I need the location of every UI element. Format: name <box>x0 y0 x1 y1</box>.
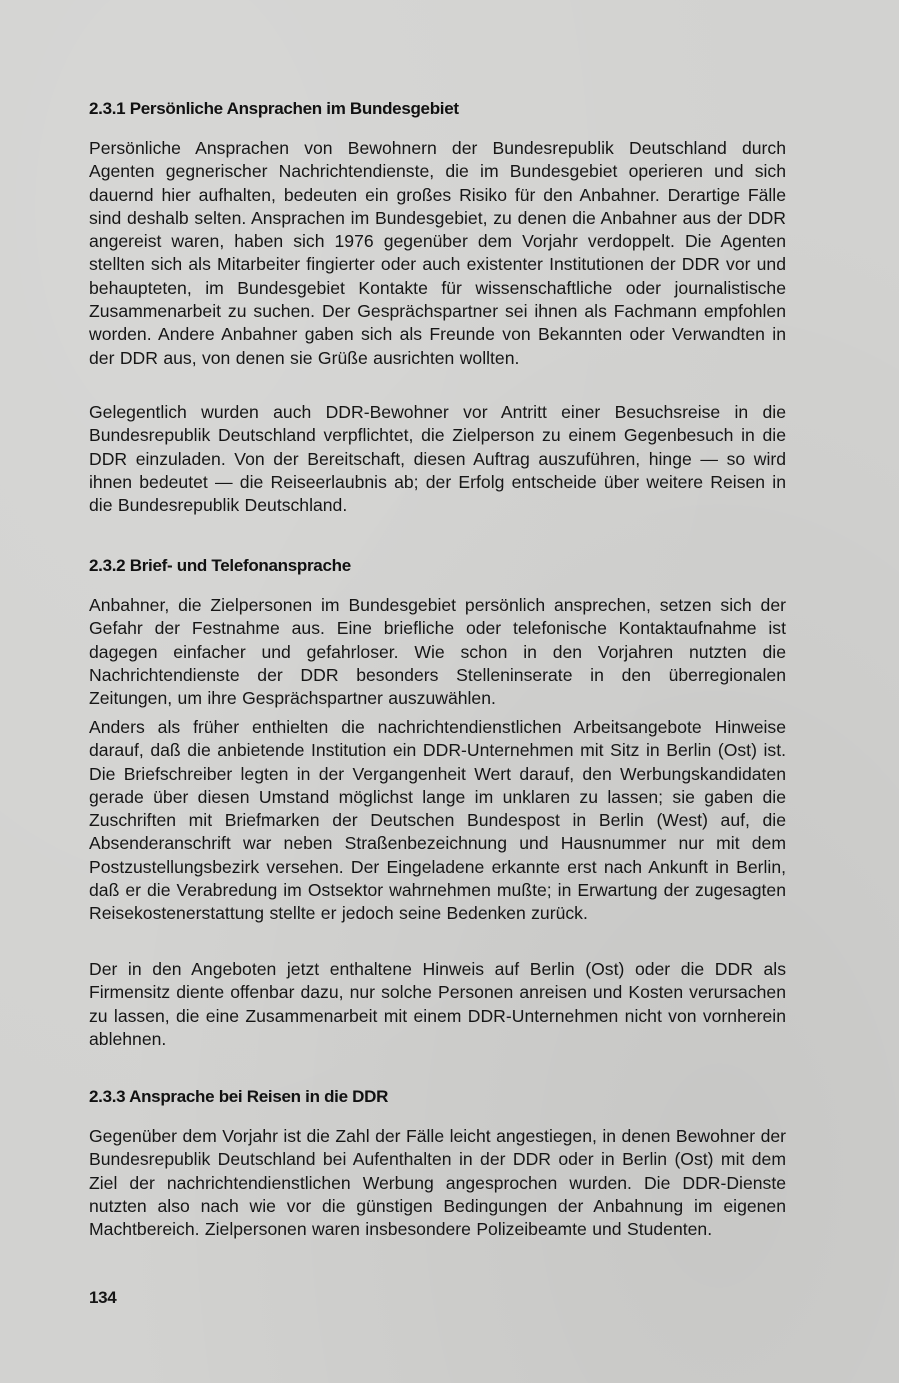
paragraph: Anbahner, die Zielpersonen im Bundesgebiet persönlich ansprechen, setzen sich der Gefahr der Festnahme aus. Eine briefliche oder telefonische Kontaktaufnahme ist dagegen einfacher und gefahrloser. Wie schon in den Vorjahren nutzten die Nachrichtendienste der DDR besonders Stelleninserate in den überregionalen Zeitungen, um ihre Gesprächspartner auszuwählen. <box>89 595 786 709</box>
paragraph: Gelegentlich wurden auch DDR-Bewohner vor Antritt einer Besuchsreise in die Bundesrepublik Deutschland verpflichtet, die Zielperson zu einem Gegenbesuch in die DDR einzuladen. Von der Bereitschaft, diesen Auftrag auszuführen, hinge — so wird ihnen bedeutet — die Reiseerlaubnis ab; der Erfolg entscheide über weitere Reisen in die Bundesrepublik Deutschland. <box>89 402 786 516</box>
paragraph: Gegenüber dem Vorjahr ist die Zahl der Fälle leicht angestiegen, in denen Bewohner der Bundesrepublik Deutschland bei Aufenthalten in der DDR oder in Berlin (Ost) mit dem Ziel der nachrichtendienstlichen Werbung angesprochen wurden. Die DDR-Dienste nutzten also nach wie vor die günstigen Bedingungen der Anbahnung im eigenen Machtbereich. Zielpersonen waren insbesondere Polizeibeamte und Studenten. <box>89 1126 786 1240</box>
section-heading-2-3-3: 2.3.3 Ansprache bei Reisen in die DDR <box>89 1087 389 1106</box>
paragraph: Der in den Angeboten jetzt enthaltene Hinweis auf Berlin (Ost) oder die DDR als Firmensitz diente offenbar dazu, nur solche Personen anreisen und Kosten verursachen zu lassen, die eine Zusammenarbeit mit einem DDR-Unternehmen nicht von vornherein ablehnen. <box>89 959 786 1049</box>
paragraph: Persönliche Ansprachen von Bewohnern der Bundesrepublik Deutschland durch Agenten gegnerischer Nachrichtendienste, die im Bundesgebiet operieren und sich dauernd hier aufhalten, bedeuten ein großes Risiko für den Anbahner. Derartige Fälle sind deshalb selten. Ansprachen im Bundesgebiet, zu denen die Anbahner aus der DDR angereist waren, haben sich 1976 gegenüber dem Vorjahr verdoppelt. Die Agenten stellten sich als Mitarbeiter fingierter oder auch existenter Institutionen der DDR vor und behaupteten, im Bundesgebiet Kontakte für wissenschaftliche oder journalistische Zusammenarbeit zu suchen. Der Gesprächspartner sei ihnen als Fachmann empfohlen worden. Andere Anbahner gaben sich als Freunde von Bekannten oder Verwandten in der DDR aus, von denen sie Grüße ausrichten wollten. <box>89 138 786 368</box>
section-heading-2-3-2: 2.3.2 Brief- und Telefonansprache <box>89 556 351 575</box>
section-heading-2-3-1: 2.3.1 Persönliche Ansprachen im Bundesgebiet <box>89 99 459 118</box>
page-number: 134 <box>89 1288 117 1307</box>
paragraph: Anders als früher enthielten die nachrichtendienstlichen Arbeitsangebote Hinweise darauf, daß die anbietende Institution ein DDR-Unternehmen mit Sitz in Berlin (Ost) ist. Die Briefschreiber legten in der Vergangenheit Wert darauf, den Werbungskandidaten gerade über diesen Umstand möglichst lange im unklaren zu lassen; sie gaben die Zuschriften mit Briefmarken der Deutschen Bundespost in Berlin (West) auf, die Absenderanschrift war neben Straßenbezeichnung und Hausnummer nur mit dem Postzustellungsbezirk versehen. Der Eingeladene erkannte erst nach Ankunft in Berlin, daß er die Verabredung im Ostsektor wahrnehmen mußte; in Erwartung der zugesagten Reisekostenerstattung stellte er jedoch seine Bedenken zurück. <box>89 717 786 924</box>
